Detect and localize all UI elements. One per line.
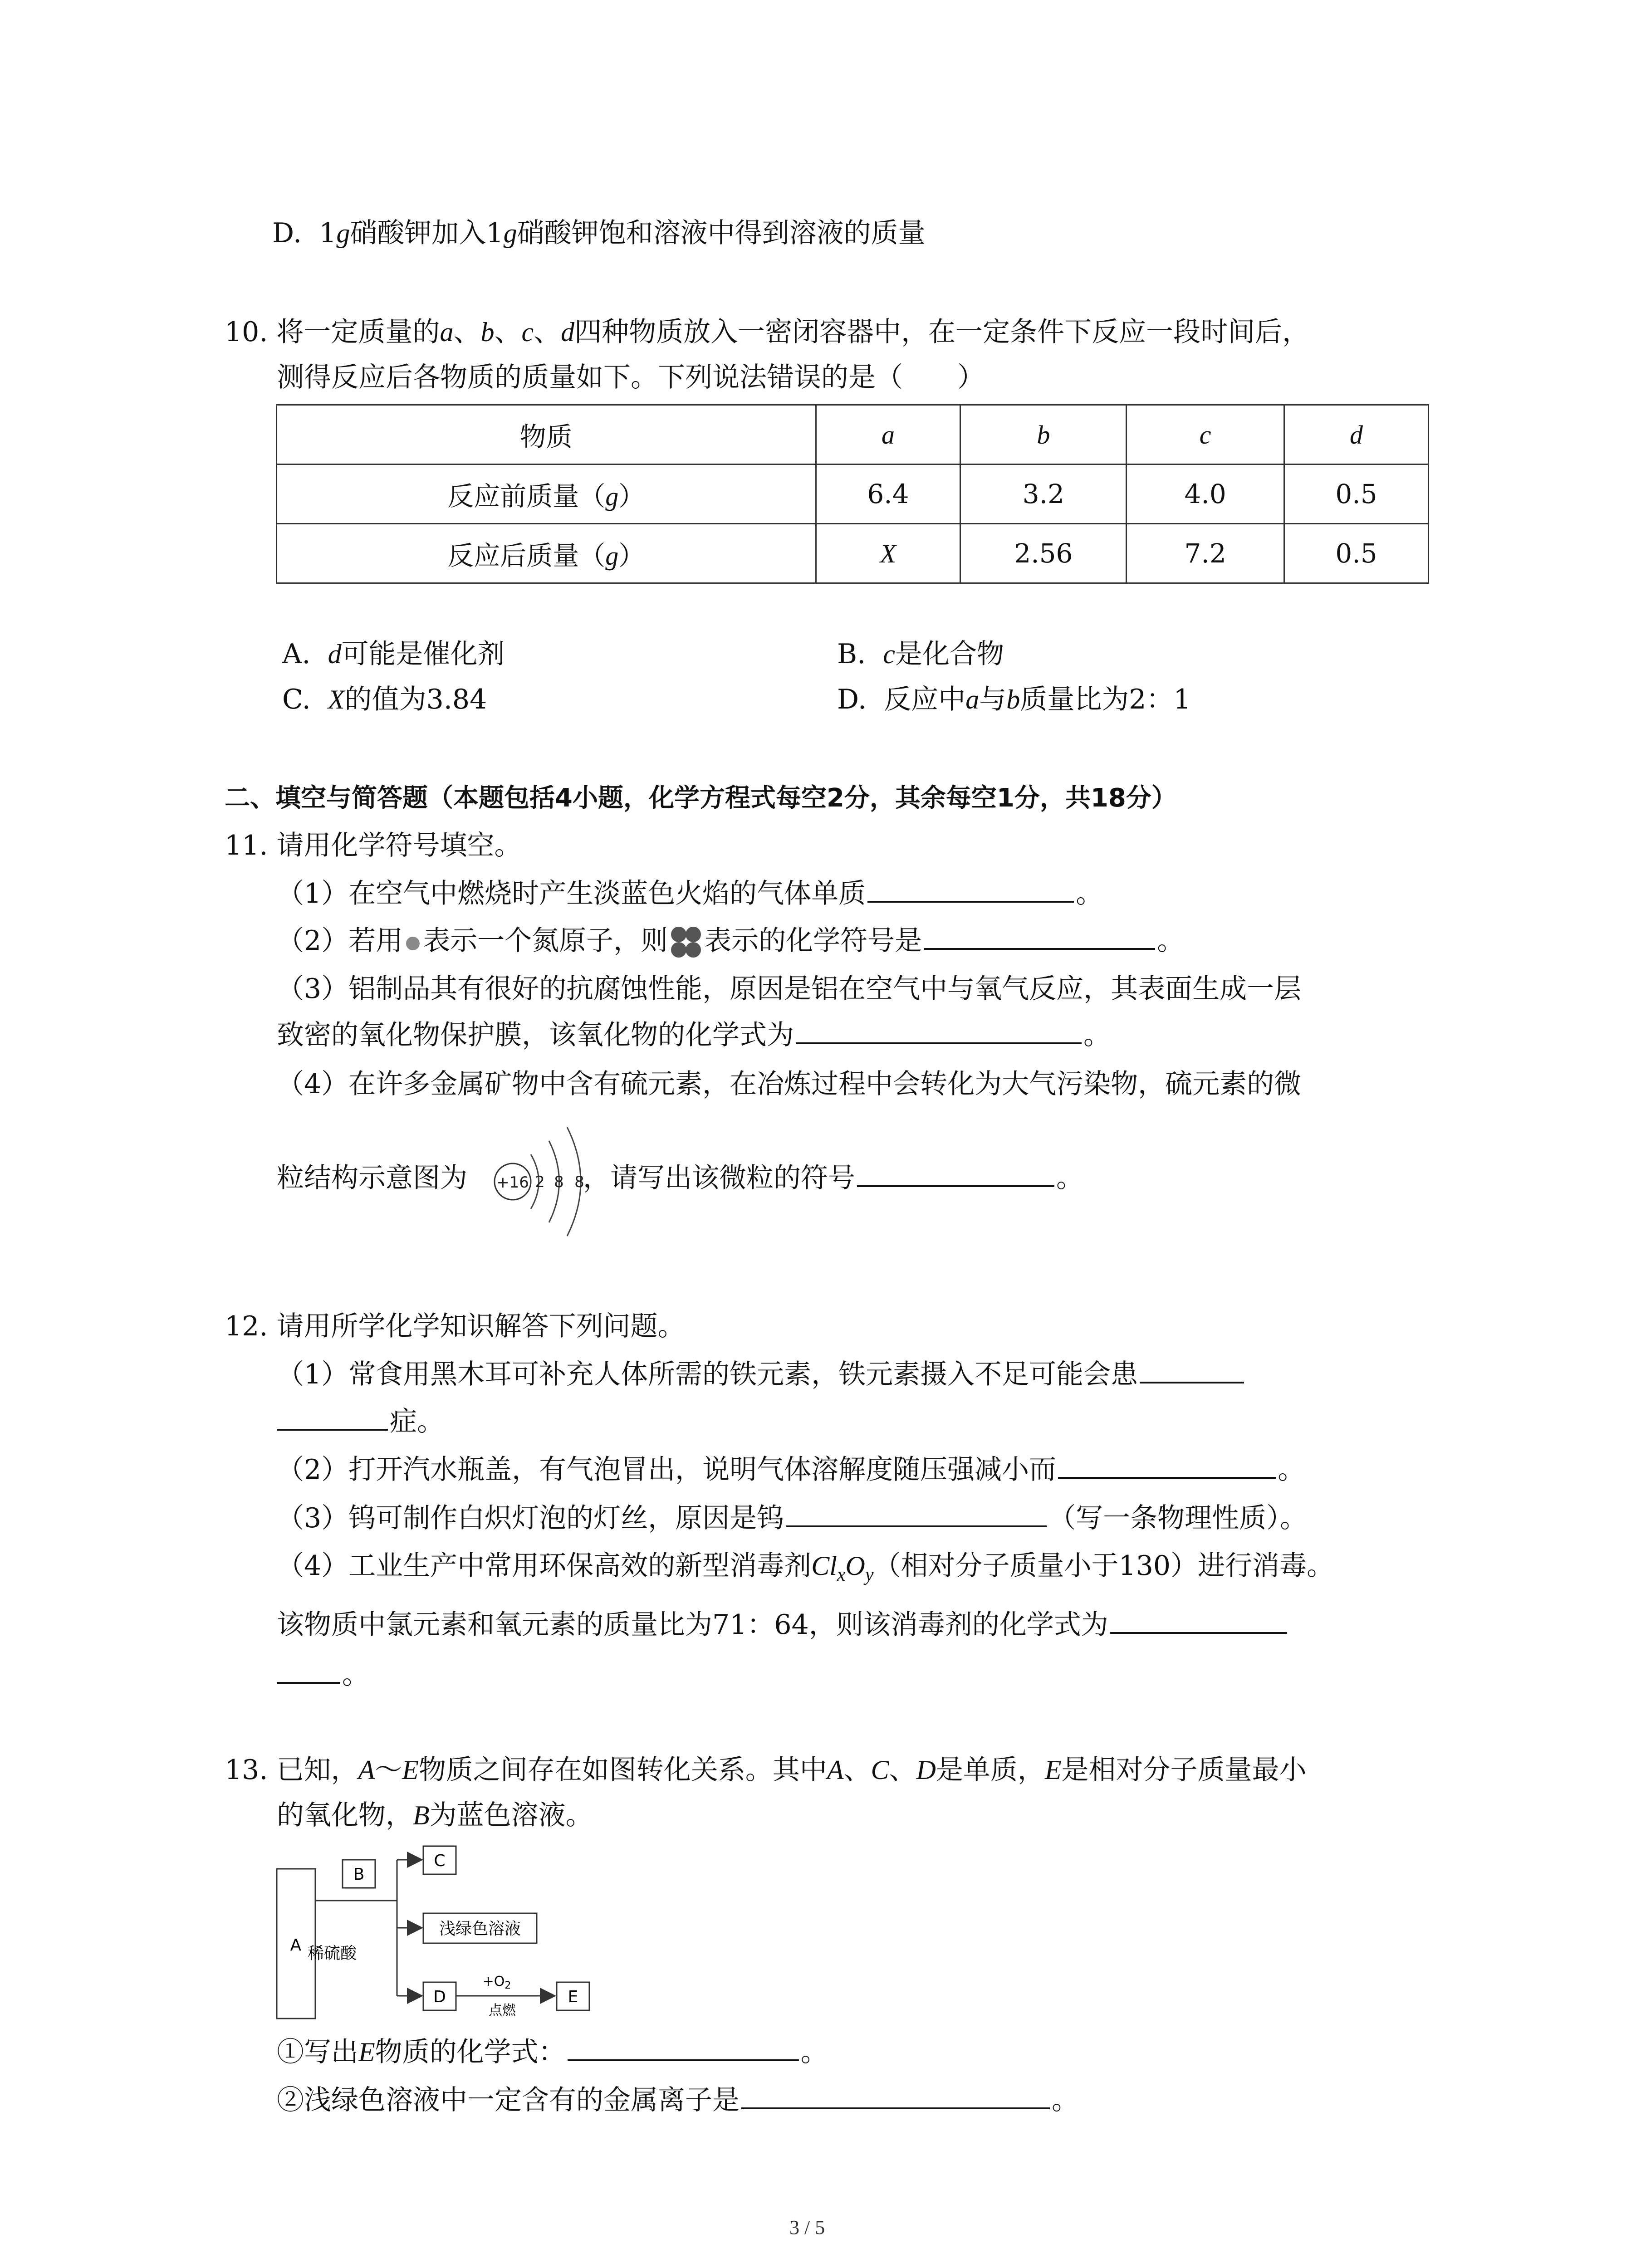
shell-electron-count: 2 xyxy=(535,1173,545,1191)
label-e: E xyxy=(568,1988,578,2006)
formula-clxoy: $Cl_xO_y$ xyxy=(811,1551,874,1585)
answer-blank[interactable] xyxy=(924,923,1155,950)
page-number: 3 / 5 xyxy=(789,2216,825,2239)
q11-part4-line2: 粒结构示意图为 ，请写出该微粒的符号 。 xyxy=(277,1159,1083,1197)
label-c: C xyxy=(434,1852,446,1870)
label-oxygen: $+O_2$ xyxy=(482,1974,511,1991)
table-row: 反应前质量（g） 6.4 3.2 4.0 0.5 xyxy=(277,464,1429,524)
q10-stem-line2: 测得反应后各物质的质量如下。下列说法错误的是（ ） xyxy=(277,362,985,393)
q11-stem: 11. 请用化学符号填空。 xyxy=(225,830,522,861)
answer-blank[interactable] xyxy=(1140,1356,1244,1383)
q9-option-d: D. 1g硝酸钾加入1g硝酸钾饱和溶液中得到溶液的质量 xyxy=(272,217,926,249)
shell-electron-count: 8 xyxy=(574,1173,584,1191)
answer-blank[interactable] xyxy=(741,2082,1050,2109)
q13-stem-line2: 的氧化物，B为蓝色溶液。 xyxy=(277,1799,593,1831)
q13-conversion-diagram xyxy=(274,1842,619,2023)
q10-mass-table xyxy=(276,404,1429,584)
q13-sub1: ①写出E物质的化学式： 。 xyxy=(277,2033,828,2071)
label-light-green-solution: 浅绿色溶液 xyxy=(439,1920,521,1938)
q12-part1-line2: 症。 xyxy=(277,1403,444,1441)
table-row: 反应后质量（g） X 2.56 7.2 0.5 xyxy=(277,524,1429,583)
q10-option-a: A. d可能是催化剂 xyxy=(282,638,505,670)
q12-part1-line1: （1）常食用黑木耳可补充人体所需的铁元素，铁元素摄入不足可能会患 xyxy=(277,1355,1246,1393)
label-a: A xyxy=(290,1936,302,1955)
q12-part5-line2: 。 xyxy=(277,1656,369,1694)
label-ignite: 点燃 xyxy=(489,2003,516,2019)
answer-blank[interactable] xyxy=(277,1657,340,1684)
nitrogen-atom-icon xyxy=(403,933,423,953)
sulfur-ion-structure-diagram xyxy=(488,1114,606,1250)
answer-blank[interactable] xyxy=(1058,1452,1276,1479)
section-heading: 二、填空与简答题（本题包括4小题，化学方程式每空2分，其余每空1分，共18分） xyxy=(225,783,1177,813)
shell-electron-count: 8 xyxy=(554,1173,564,1191)
q10-option-c: C. X的值为3.84 xyxy=(282,684,487,715)
q11-part4-line1: （4）在许多金属矿物中含有硫元素，在冶炼过程中会转化为大气污染物，硫元素的微 xyxy=(277,1068,1302,1100)
q12-part4: （4）工业生产中常用环保高效的新型消毒剂$Cl_xO_y$（相对分子质量小于130）进行消毒。 xyxy=(277,1550,1334,1585)
label-dilute-sulfuric-acid: 稀硫酸 xyxy=(307,1944,357,1963)
label-b: B xyxy=(353,1865,365,1884)
answer-blank[interactable] xyxy=(857,1160,1054,1187)
nucleus-charge: +16 xyxy=(496,1173,529,1192)
q11-part1: （1）在空气中燃烧时产生淡蓝色火焰的气体单质 。 xyxy=(277,875,1103,913)
answer-blank[interactable] xyxy=(867,875,1074,903)
q12-part3: （3）钨可制作白炽灯泡的灯丝，原因是钨 （写一条物理性质）。 xyxy=(277,1499,1307,1537)
label-d: D xyxy=(433,1988,446,2006)
q12-stem: 12. 请用所学化学知识解答下列问题。 xyxy=(225,1310,685,1342)
answer-blank[interactable] xyxy=(796,1017,1082,1044)
q10-stem-line1: 10. 将一定质量的a、b、c、d四种物质放入一密闭容器中，在一定条件下反应一段时间后， xyxy=(225,316,1310,348)
q10-option-b: B. c是化合物 xyxy=(837,638,1004,670)
q12-part2: （2）打开汽水瓶盖，有气泡冒出，说明气体溶解度随压强减小而 。 xyxy=(277,1451,1305,1489)
q11-part3-line1: （3）铝制品其有很好的抗腐蚀性能，原因是铝在空气中与氧气反应，其表面生成一层 xyxy=(277,973,1302,1005)
q10-option-d: D. 反应中a与b质量比为2：1 xyxy=(837,684,1191,715)
q12-part5-line1: 该物质中氯元素和氧元素的质量比为71：64，则该消毒剂的化学式为 xyxy=(277,1606,1289,1644)
q13-sub2: ②浅绿色溶液中一定含有的金属离子是 。 xyxy=(277,2081,1079,2119)
answer-blank[interactable] xyxy=(568,2034,799,2061)
nitrogen-molecule-icon xyxy=(668,924,704,962)
answer-blank[interactable] xyxy=(1110,1607,1287,1634)
q11-part2: （2）若用 表示一个氮原子，则 表示的化学符号是 。 xyxy=(277,922,1184,962)
answer-blank[interactable] xyxy=(277,1403,388,1431)
q11-part3-line2: 致密的氧化物保护膜，该氧化物的化学式为 。 xyxy=(277,1016,1111,1054)
answer-blank[interactable] xyxy=(786,1500,1047,1527)
table-row: 物质 a b c d xyxy=(277,405,1429,464)
q13-stem-line1: 13. 已知，A～E物质之间存在如图转化关系。其中A、C、D是单质，E是相对分子质量最小 xyxy=(225,1754,1307,1786)
